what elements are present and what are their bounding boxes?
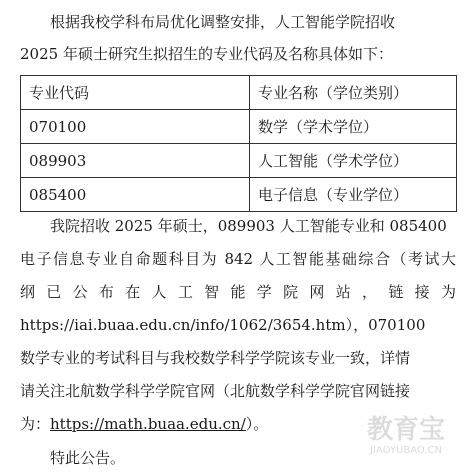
svg-text:JIAOYUBAO.CN: JIAOYUBAO.CN bbox=[370, 445, 442, 456]
math-school-link[interactable]: https://math.buaa.edu.cn/ bbox=[50, 415, 246, 433]
major-name-cell: 电子信息（专业学位） bbox=[250, 178, 457, 212]
header-major-name: 专业名称（学位类别） bbox=[250, 76, 457, 110]
text-line: 2025 年硕士研究生拟招生的专业代码及名称具体如下： bbox=[20, 45, 393, 63]
table-row bbox=[21, 178, 457, 212]
major-name-cell: 数学（学术学位） bbox=[250, 110, 457, 144]
major-code-cell: 089903 bbox=[21, 144, 250, 178]
text-fragment: ）。 bbox=[245, 415, 269, 433]
svg-text:教育宝: 教育宝 bbox=[366, 415, 446, 445]
table-row bbox=[21, 144, 457, 178]
major-codes-table bbox=[20, 75, 457, 212]
text-line: 根据我校学科布局优化调整安排，人工智能学院招收 bbox=[50, 13, 396, 31]
text-line: https://iai.buaa.edu.cn/info/1062/3654.htm），070100 bbox=[20, 316, 426, 334]
major-code-cell: 070100 bbox=[21, 110, 250, 144]
text-line: 数学专业的考试科目与我校数学科学学院该专业一致，详情 bbox=[20, 349, 411, 367]
watermark-logo bbox=[342, 408, 470, 458]
text-line: 请关注北航数学科学学院官网（北航数学科学学院官网链接 bbox=[20, 382, 411, 400]
text-line: 电子信息专业自命题科目为 842 人工智能基础综合（考试大 bbox=[20, 250, 456, 268]
closing-text: 特此公告。 bbox=[50, 449, 126, 467]
major-name-cell: 人工智能（学术学位） bbox=[250, 144, 457, 178]
text-line: 纲已公布在人工智能学院网站，链接为 bbox=[20, 283, 456, 301]
table-header-row bbox=[21, 76, 457, 110]
table-row bbox=[21, 110, 457, 144]
text-fragment: 为： bbox=[20, 415, 51, 433]
text-line bbox=[20, 414, 268, 434]
major-code-cell: 085400 bbox=[21, 178, 250, 212]
text-line: 我院招收 2025 年硕士，089903 人工智能专业和 085400 bbox=[50, 217, 447, 235]
header-major-code: 专业代码 bbox=[21, 76, 250, 110]
